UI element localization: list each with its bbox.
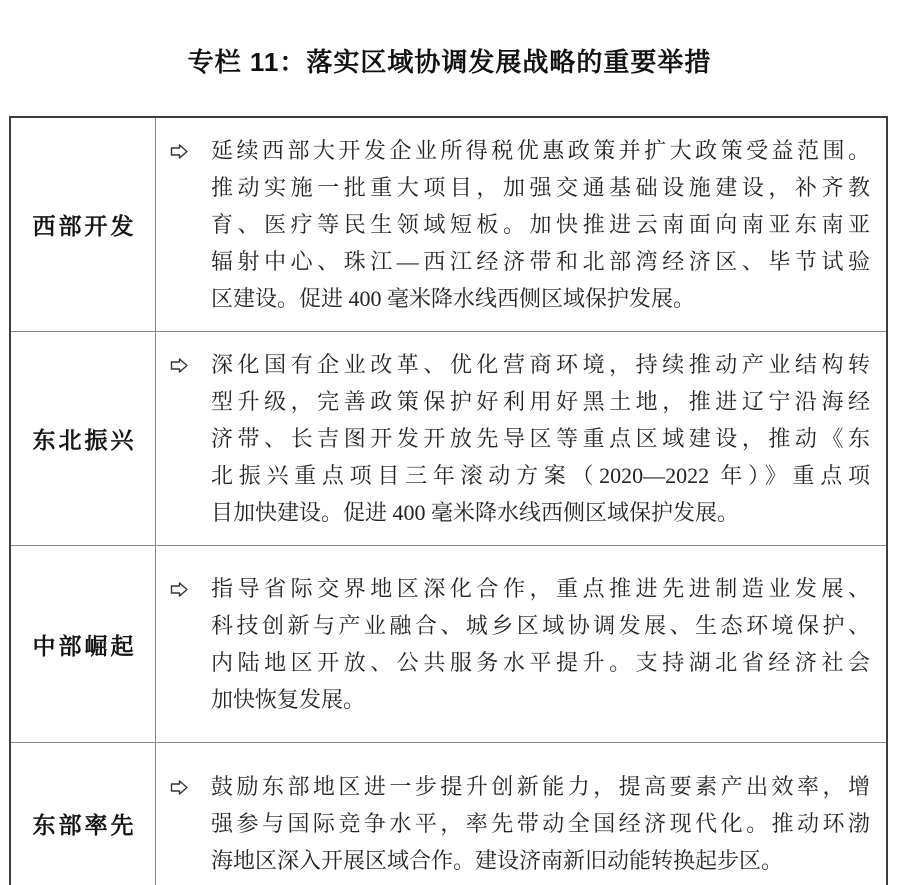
table-row [11, 742, 886, 885]
row-text [211, 132, 870, 317]
row-content [169, 570, 870, 718]
text-line: 辐射中心、珠江—西江经济带和北部湾经济区、毕节试验 [211, 249, 870, 274]
text-line: 区建设。促进 400 毫米降水线西侧区域保护发展。 [211, 286, 696, 311]
text-line: 内陆地区开放、公共服务水平提升。支持湖北省经济社会 [211, 650, 870, 675]
row-label-central-rise: 中部崛起 [11, 546, 156, 742]
row-content-cell [156, 332, 886, 545]
table-row [11, 545, 886, 742]
text-line: 深化国有企业改革、优化营商环境，持续推动产业结构转 [211, 352, 870, 377]
row-label-western-development: 西部开发 [11, 118, 156, 331]
hollow-right-arrow-icon [169, 132, 211, 161]
text-line: 北振兴重点项目三年滚动方案（2020—2022 年）》重点项 [211, 463, 870, 488]
hollow-right-arrow-icon [169, 570, 211, 599]
row-content-cell [156, 743, 886, 885]
text-line: 济带、长吉图开发开放先导区等重点区域建设，推动《东 [211, 426, 870, 451]
text-line: 海地区深入开展区域合作。建设济南新旧动能转换起步区。 [211, 847, 784, 873]
text-line: 强参与国际竞争水平，率先带动全国经济现代化。推动环渤 [211, 810, 870, 836]
hollow-right-arrow-icon [169, 768, 211, 797]
row-content [169, 768, 870, 879]
text-line: 鼓励东部地区进一步提升创新能力，提高要素产出效率，增 [211, 773, 870, 799]
row-text [211, 570, 870, 718]
table-row [11, 331, 886, 545]
row-text [211, 346, 870, 531]
text-line: 育、医疗等民生领域短板。加快推进云南面向南亚东南亚 [211, 212, 870, 237]
row-content [169, 346, 870, 531]
text-line: 目加快建设。促进 400 毫米降水线西侧区域保护发展。 [211, 500, 740, 525]
row-label-northeast-revitalization: 东北振兴 [11, 332, 156, 545]
text-line: 科技创新与产业融合、城乡区域协调发展、生态环境保护、 [211, 613, 870, 638]
row-label-eastern-leadership: 东部率先 [11, 743, 156, 885]
row-content-cell [156, 546, 886, 742]
text-line: 指导省际交界地区深化合作，重点推进先进制造业发展、 [211, 576, 870, 601]
text-line: 延续西部大开发企业所得税优惠政策并扩大政策受益范围。 [211, 138, 870, 163]
hollow-right-arrow-icon [169, 346, 211, 375]
table-row [11, 118, 886, 331]
text-line: 型升级，完善政策保护好利用好黑土地，推进辽宁沿海经 [211, 389, 870, 414]
row-text [211, 768, 870, 879]
text-line: 加快恢复发展。 [211, 687, 366, 712]
row-content-cell [156, 118, 886, 331]
page-title: 专栏 11：落实区域协调发展战略的重要举措 [187, 47, 712, 77]
text-line: 推动实施一批重大项目，加强交通基础设施建设，补齐教 [211, 175, 870, 200]
policy-measures-table [9, 116, 888, 885]
row-content [169, 132, 870, 317]
